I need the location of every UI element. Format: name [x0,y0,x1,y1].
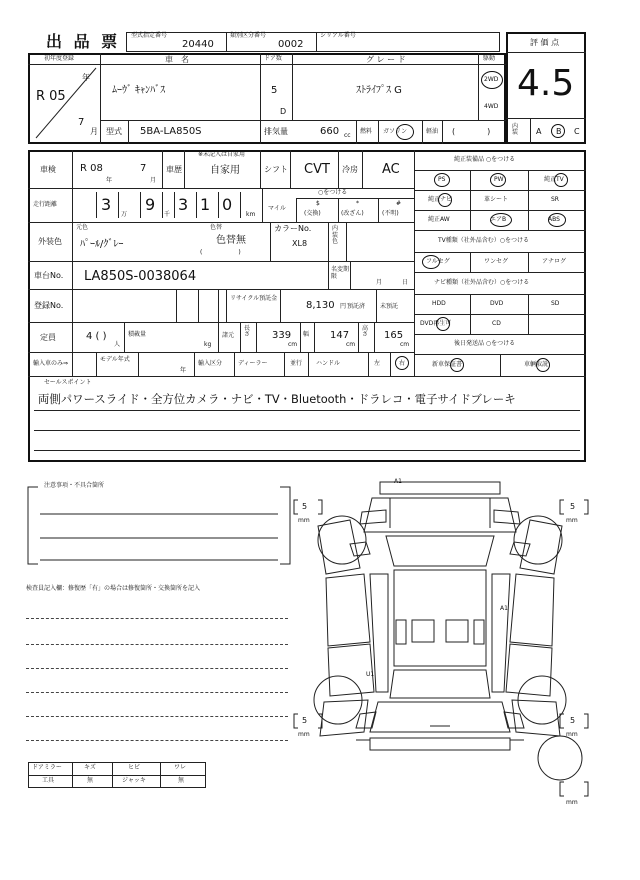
first-reg-label: 初年度登録 [44,55,75,62]
first-reg-month-unit: 月 [90,127,98,136]
first-reg-month: 7 [78,117,85,128]
doors-suffix: D [280,107,287,116]
mileage-sen: 千 [164,211,171,218]
model-value: 5BA-LA850S [140,126,202,137]
handle-right-circle [395,356,409,370]
import-dealer: ディーラー [238,360,268,367]
length-label: 長さ [244,325,251,338]
tv-fullseg: フルセグ [426,258,450,265]
navi-type-label: ナビ種類（社外品含む）○をつける [434,279,530,286]
mileage-man: 万 [121,211,128,218]
car-body-diagram [290,470,590,810]
person-unit: 人 [114,341,121,348]
orig-color-label: 元色 [76,224,89,231]
first-reg-year: R 05 [36,89,66,104]
interior-color-label: 内装色 [332,225,339,246]
name-change-day-unit: 日 [402,279,409,286]
equip-airbag-circle [490,213,512,227]
fuel-diesel: 軽油 [426,128,439,135]
inspection-label: 車検 [40,165,56,174]
meter-tamper-mark: * [356,200,359,207]
later-warranty: 新車保証書 [432,361,463,368]
equip-navi-circle [438,193,452,207]
model-year-unit: 年 [180,367,187,374]
score-label: 評 価 点 [530,38,560,47]
fuel-other: ( ) [452,127,491,136]
equip-navi: 純正ナビ [428,196,453,203]
ac-value: AC [382,162,400,177]
legend-scratch: キズ [84,764,96,771]
import-label: 輸入車のみ⇒ [33,360,69,367]
legend-mirror: ドアミラー [32,764,62,771]
color-no-label: カラーNo. [274,224,312,233]
color-paren: ( ) [200,249,241,256]
name-change-label: 名変期限 [331,266,350,281]
sales-point-text: 両側パワースライド・全方位カメラ・ナビ・TV・Bluetooth・ドラレコ・電子サイドブレーキ [38,392,516,406]
legend-crack: ヒビ [128,764,141,771]
tire-front-right-depth: 5 [570,502,576,511]
meter-exchange-mark: $ [316,200,320,207]
type-no-value: 20440 [182,39,214,50]
history-value: 自家用 [210,165,240,176]
recycle-deposited: 預託済 [347,303,366,310]
inspection-year: R 08 [80,163,103,174]
history-note: ※未記入は自家用 [198,151,246,158]
meter-unknown-mark: # [396,200,402,207]
later-items-label: 後日発送品 ○をつける [454,340,516,347]
recycle-label: リサイクル預託金 [230,295,278,302]
category-value: 0002 [278,39,304,50]
later-manual: 車輌取説 [524,361,549,368]
model-label: 型式 [106,127,122,136]
equip-ps: PS [438,176,446,183]
chassis-value: LA850S-0038064 [84,269,197,284]
interior-b: B [556,127,562,136]
category-label: 類別区分番号 [230,32,267,39]
cc-unit: cc [344,132,351,139]
genuine-equipment-label: 純正装備品 ○をつける [454,156,516,163]
fuel-label: 燃料 [360,128,373,135]
car-name-value: ﾑｰｳﾞ ｷｬﾝﾊﾞｽ [112,85,166,96]
color-value: ﾊﾟｰﾙ/ｸﾞﾚｰ [80,239,124,250]
history-label: 車歴 [166,165,182,174]
tire-rear-left-depth: 5 [302,716,308,725]
grade-label: グ レ ー ド [366,55,406,64]
notes-bracket [24,484,294,568]
legend-break: ワレ [174,764,187,771]
name-change-month-unit: 月 [376,279,383,286]
fuel-gasoline-circle [396,124,414,140]
inspection-month-unit: 月 [150,177,157,184]
damage-mark-front: A1 [394,478,402,485]
dim-label: 諸元 [222,332,235,339]
equip-sr: SR [551,196,559,203]
shift-label: シフト [264,165,288,174]
tire-rear-left-unit: mm [298,731,310,738]
import-parallel: 並行 [290,360,303,367]
damage-mark-u1: U1 [366,671,375,678]
equip-tv-circle [554,173,568,187]
navi-cd: CD [492,320,501,327]
doors-label: ドア数 [264,55,282,62]
legend-tools-value: 無 [87,777,94,784]
later-manual-circle [536,358,550,372]
navi-dvd-play-circle [436,317,450,331]
mileage-digit-3: 3 [178,195,189,214]
interior-b-circle [551,124,565,138]
type-no-label: 型式指定番号 [131,32,168,39]
interior-a: A [536,127,542,136]
length-value: 339 [272,330,292,341]
load-label: 積載量 [128,331,147,338]
width-label: 幅 [303,331,310,338]
exterior-label: 外装色 [38,237,62,246]
height-unit: cm [400,341,410,348]
width-unit: cm [346,341,356,348]
capacity-value: 4 ( ) [86,331,107,342]
color-change-value: 色替無 [216,235,246,246]
drive-2wd: 2WD [484,76,499,83]
tire-rear-right-depth: 5 [570,716,576,725]
tire-front-left-depth: 5 [302,502,308,511]
drive-4wd: 4WD [484,103,499,110]
sales-point-label: セールスポイント [44,379,92,386]
width-value: 147 [330,330,350,341]
first-reg-year-unit: 年 [82,73,90,82]
inspection-month: 7 [140,163,147,174]
equip-ps-circle [434,173,450,187]
notes-label: 注意事項・不具合箇所 [44,482,105,489]
serial-label: シリアル番号 [320,32,356,39]
equip-airbag: エアB [490,216,507,223]
meter-circle-note: ○をつける [318,189,348,196]
handle-left: 左 [374,360,381,367]
grade-value: ｽﾄﾗｲﾌﾟｽ G [356,85,402,96]
equip-abs-circle [548,213,566,227]
recycle-unit: 円 [340,303,347,310]
meter-exchange: (交換) [304,210,321,217]
recycle-not-deposited: 未預託 [380,303,399,310]
height-value: 165 [384,330,404,341]
tv-type-label: TV種類（社外品含む）○をつける [438,237,530,244]
mileage-digit-4: 1 [200,195,211,214]
tv-oneseg: ワンセグ [484,258,509,265]
drive-label: 駆動 [483,55,496,62]
color-change-label: 色替 [210,224,223,231]
legend-jack-value: 無 [178,777,185,784]
navi-hdd: HDD [432,300,446,307]
tire-front-left-unit: mm [298,517,310,524]
fuel-gasoline: ガソリン [383,128,408,135]
mileage-km: km [246,211,256,218]
drive-2wd-circle [481,71,503,89]
tv-analog: アナログ [542,258,567,265]
equip-tv: 純正TV [544,176,564,183]
color-no-value: XL8 [292,239,308,248]
tire-rear-right-unit: mm [566,731,578,738]
chassis-label: 車台No. [34,271,64,280]
recycle-amount: 8,130 [306,300,335,311]
height-label: 高さ [362,325,369,338]
shift-value: CVT [304,162,330,177]
tire-front-right-unit: mm [566,517,578,524]
legend-tools: 工具 [42,777,55,784]
equip-abs: ABS [548,216,560,223]
equip-aw: 純正AW [428,216,450,223]
score-value: 4.5 [517,63,575,104]
mileage-digit-2: 9 [145,195,156,214]
reg-label: 登録No. [34,301,64,310]
later-warranty-circle [450,358,464,372]
doors-value: 5 [271,85,278,96]
interior-label: 内装 [512,123,519,136]
tv-fullseg-circle [422,255,440,269]
meter-unknown: (不明) [382,210,399,217]
damage-mark-side: A1 [500,605,508,612]
handle-right: 右 [399,360,406,367]
mileage-digit-5: 0 [222,195,233,214]
mile-label: マイル [268,205,286,212]
model-year-label: モデル年式 [100,356,130,363]
equip-pw: PW [494,176,504,183]
meter-tamper: (改ざん) [341,210,364,217]
interior-c: C [574,127,580,136]
legend-jack: ジャッキ [122,777,146,784]
navi-sd: SD [551,300,560,307]
equip-leather: 革シート [484,196,509,203]
mileage-label: 走行距離 [33,201,58,208]
form-title: 出 品 票 [46,32,121,51]
inspector-label: 検査員記入欄：修復歴「有」の場合は修復箇所・交換箇所を記入 [26,585,201,592]
inspection-year-unit: 年 [106,177,113,184]
import-class-label: 輸入区分 [198,360,223,367]
handle-label: ハンドル [316,360,341,367]
car-name-label: 車 名 [165,55,189,64]
ac-label: 冷房 [342,165,358,174]
equip-pw-circle [490,173,506,187]
displacement-label: 排気量 [264,127,288,136]
capacity-label: 定員 [40,333,56,342]
displacement-value: 660 [320,126,340,137]
navi-dvd: DVD [490,300,504,307]
tire-spare-unit: mm [566,799,578,806]
length-unit: cm [288,341,298,348]
navi-dvd-play: DVD再生可 [420,320,452,327]
mileage-digit-1: 3 [101,195,112,214]
load-kg: kg [204,341,212,348]
